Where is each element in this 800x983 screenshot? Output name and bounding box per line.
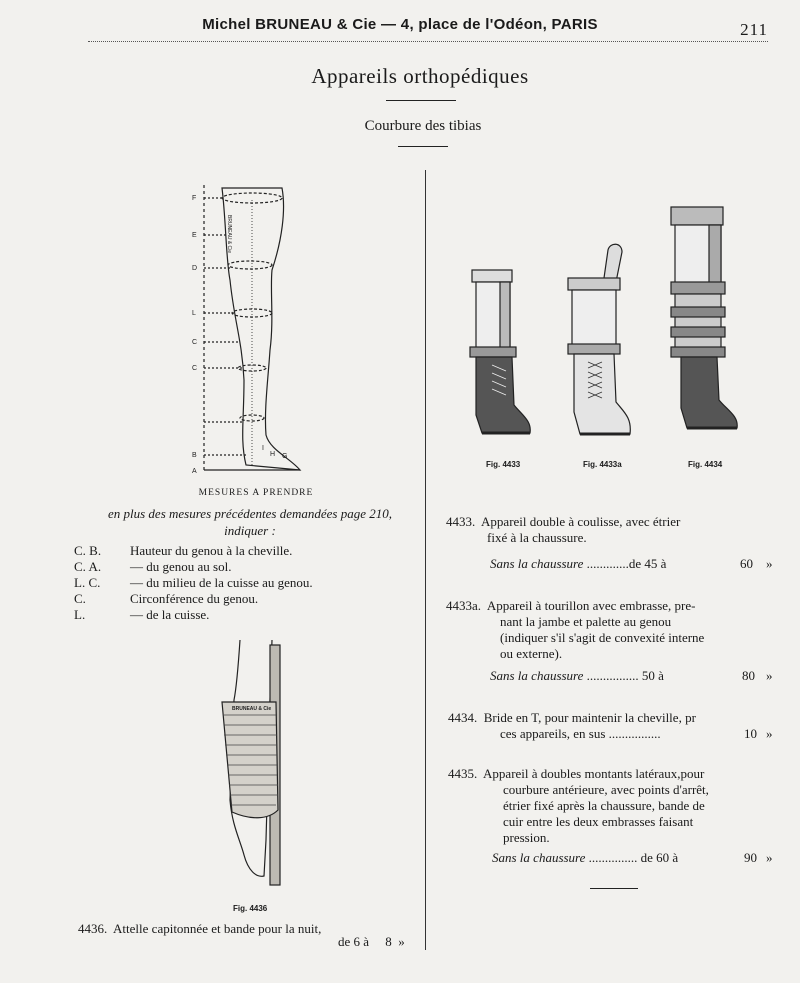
leg-label-l: L: [192, 310, 196, 317]
item-4433: 4433. Appareil double à coulisse, avec étrier: [446, 514, 681, 529]
item-4433a-unit: »: [766, 668, 773, 683]
item-4434-line2: ces appareils, en sus ................: [500, 726, 661, 741]
page-number: 211: [740, 20, 768, 39]
item-4433a-line3: (indiquer s'il s'agit de convexité interne: [500, 630, 705, 645]
fig-4434-caption: Fig. 4434: [688, 460, 723, 469]
brace-4433a-illustration: [560, 242, 640, 442]
item-4433-price-max: 60: [740, 556, 753, 571]
leg-label-a: A: [192, 468, 197, 475]
item-4435-price: Sans la chaussure ............... de 60 à: [492, 850, 679, 865]
page-title: Appareils orthopédiques: [311, 64, 529, 88]
item-4434: 4434. Bride en T, pour maintenir la cheville, pr: [448, 710, 696, 725]
item-4436-price: de 6 à 8 »: [338, 934, 405, 949]
fig-4433-caption: Fig. 4433: [486, 460, 521, 469]
item-4435: 4435. Appareil à doubles montants latéraux,pour: [448, 766, 705, 781]
subtitle-rule: [398, 146, 448, 147]
fig-4436-caption: Fig. 4436: [233, 904, 268, 913]
item-4435-line4: cuir entre les deux embrasses faisant: [503, 814, 694, 829]
title-rule: [386, 100, 456, 101]
item-4435-unit: »: [766, 850, 773, 865]
end-rule: [590, 888, 638, 889]
item-4433a-line2: nant la jambe et palette au genou: [500, 614, 672, 629]
measure-row: L. — de la cuisse.: [74, 607, 210, 622]
measure-row: L. C. — du milieu de la cuisse au genou.: [74, 575, 313, 590]
fig-4433a-caption: Fig. 4433a: [583, 460, 622, 469]
leg-label-h: H: [270, 451, 276, 458]
section-subtitle: Courbure des tibias: [364, 118, 482, 134]
item-4436: 4436. Attelle capitonnée et bande pour la nuit,: [78, 921, 322, 936]
night-splint-illustration: [210, 640, 300, 890]
item-4433-line2: fixé à la chaussure.: [487, 530, 587, 545]
item-4433-unit: »: [766, 556, 773, 571]
leg-label-c2: C: [192, 365, 198, 372]
leg-brand: BRUNEAU & Cie: [226, 215, 232, 254]
item-4435-line5: pression.: [503, 830, 550, 845]
leg-label-d: D: [192, 265, 198, 272]
measure-row: C. B. Hauteur du genou à la cheville.: [74, 543, 293, 558]
leg-measurement-diagram: [190, 180, 320, 480]
brace-4434-illustration: [665, 202, 750, 442]
measures-intro: en plus des mesures précédentes demandées page 210, indiquer :: [107, 506, 392, 538]
item-4435-line3: étrier fixé après la chaussure, bande de: [503, 798, 705, 813]
item-4433a-line4: ou externe).: [500, 646, 563, 661]
splint-brand: BRUNEAU & Cie: [232, 706, 272, 712]
leg-label-f: F: [192, 195, 197, 202]
item-4433a-price: Sans la chaussure ................ 50 à: [490, 668, 664, 683]
measures-title: MESURES A PRENDRE: [198, 488, 314, 498]
leg-label-g: G: [282, 453, 288, 460]
leg-label-e: E: [192, 232, 197, 239]
item-4435-line2: courbure antérieure, avec points d'arrêt,: [503, 782, 709, 797]
measure-row: C. A. — du genou au sol.: [74, 559, 232, 574]
item-4433-price: Sans la chaussure .............de 45 à: [490, 556, 667, 571]
leg-label-c1: C: [192, 339, 198, 346]
item-4433a: 4433a. Appareil à tourillon avec embrasse, pre-: [446, 598, 696, 613]
leg-label-i: I: [262, 445, 264, 452]
brace-4433-illustration: [462, 265, 537, 440]
leg-label-b: B: [192, 452, 197, 459]
page-header: Michel BRUNEAU & Cie — 4, place de l'Odéon, PARIS: [202, 16, 598, 33]
item-4434-price: 10: [744, 726, 757, 741]
measure-row: C. Circonférence du genou.: [74, 591, 259, 606]
column-divider: [425, 170, 426, 950]
item-4433a-price-max: 80: [742, 668, 755, 683]
item-4434-unit: »: [766, 726, 773, 741]
header-divider: [88, 41, 768, 42]
item-4435-price-max: 90: [744, 850, 757, 865]
